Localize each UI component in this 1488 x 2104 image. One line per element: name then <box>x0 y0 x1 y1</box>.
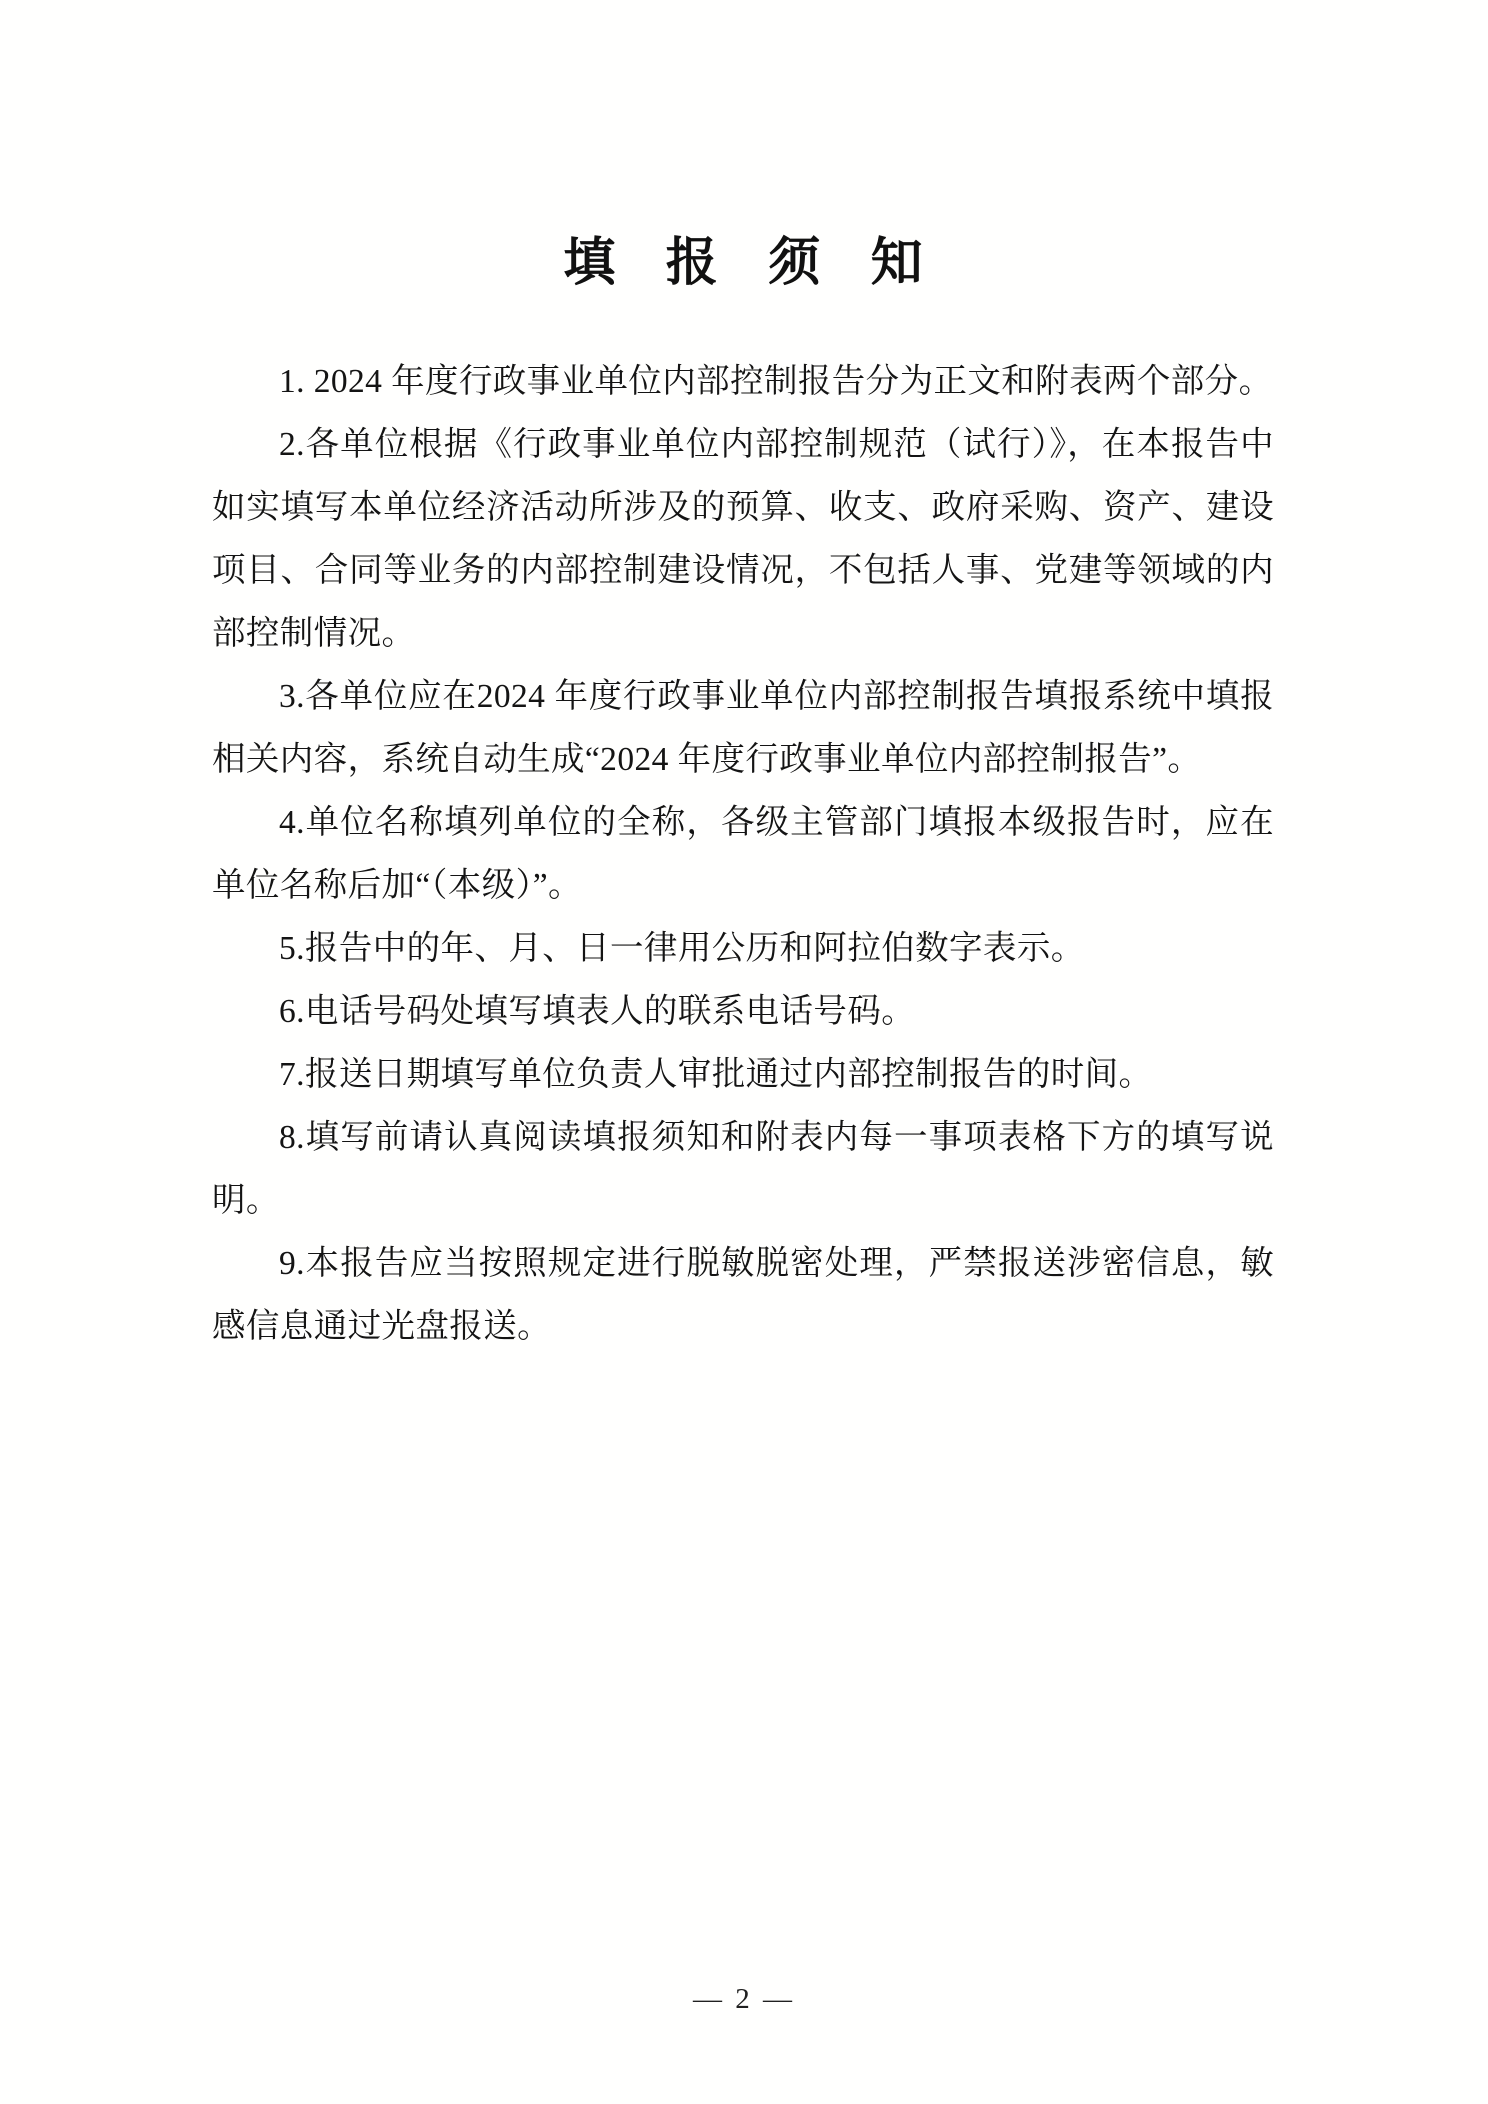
notice-item-8: 8.填写前请认真阅读填报须知和附表内每一事项表格下方的填写说明。 <box>212 1119 1274 1220</box>
notice-item-6: 6.电话号码处填写填表人的联系电话号码。 <box>279 993 916 1031</box>
notice-item-2: 2.各单位根据《行政事业单位内部控制规范（试行）》，在本报告中如实填写本单位经济活动所涉及的预算、收支、政府采购、资产、建设项目、合同等业务的内部控制建设情况，不包括人事、党建等领域的内部控制情况。 <box>212 426 1274 653</box>
notice-item-4: 4.单位名称填列单位的全称，各级主管部门填报本级报告时，应在单位名称后加“（本级）”。 <box>212 804 1274 905</box>
page-number: — 2 — <box>693 1983 795 2015</box>
notice-item-3: 3.各单位应在2024 年度行政事业单位内部控制报告填报系统中填报相关内容，系统自动生成“2024 年度行政事业单位内部控制报告”。 <box>212 678 1274 779</box>
notice-paragraph-list <box>212 350 1274 1358</box>
notice-item-1: 1. 2024 年度行政事业单位内部控制报告分为正文和附表两个部分。 <box>279 363 1273 401</box>
page-title: 填 报 须 知 <box>563 234 941 292</box>
notice-item-9: 9.本报告应当按照规定进行脱敏脱密处理，严禁报送涉密信息，敏感信息通过光盘报送。 <box>212 1245 1274 1346</box>
notice-item-5: 5.报告中的年、月、日一律用公历和阿拉伯数字表示。 <box>279 930 1085 968</box>
notice-item-7: 7.报送日期填写单位负责人审批通过内部控制报告的时间。 <box>279 1056 1153 1094</box>
page-content <box>212 0 1274 2104</box>
